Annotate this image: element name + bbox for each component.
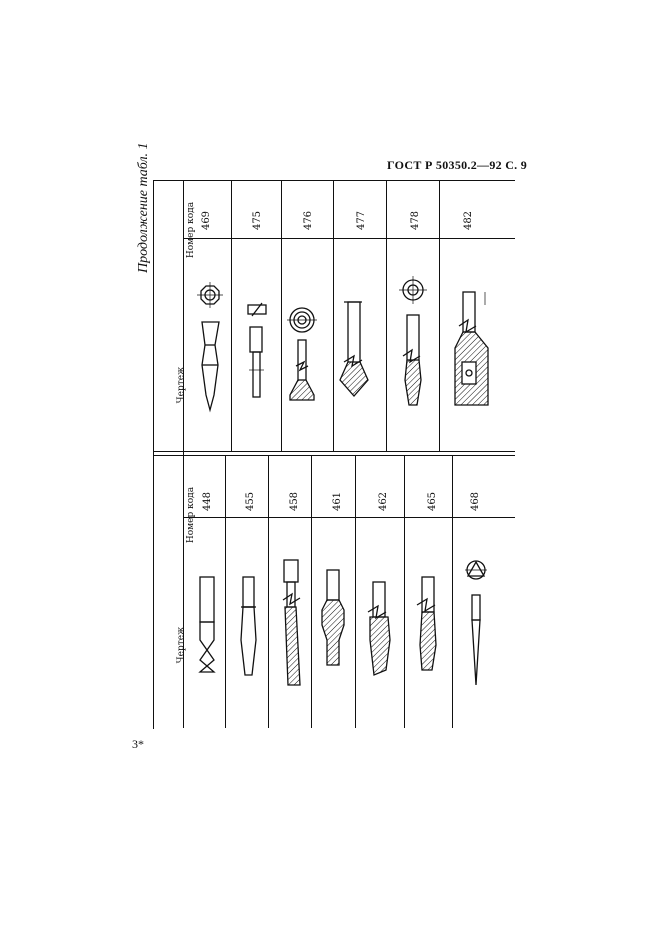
tool-drawing-477 — [340, 302, 368, 396]
code-cell: 455 — [245, 491, 257, 512]
code-cell: 475 — [252, 210, 264, 231]
upper-drawing-header: Чертеж — [176, 366, 187, 404]
tool-drawing-455 — [241, 577, 256, 675]
tool-drawing-462 — [368, 582, 390, 675]
tool-drawing-469 — [197, 282, 223, 410]
tool-drawing-478 — [399, 276, 427, 405]
table-caption: Продолжение табл. 1 — [136, 142, 151, 273]
tool-drawing-448 — [200, 577, 214, 672]
code-cell: 476 — [303, 210, 315, 231]
tool-drawing-482 — [455, 292, 488, 405]
code-cell: 465 — [427, 491, 439, 512]
document-header: ГОСТ Р 50350.2—92 С. 9 — [387, 158, 528, 172]
lower-code-header: Номер кода — [186, 486, 197, 544]
code-cell: 482 — [463, 210, 475, 231]
lower-drawing-header: Чертеж — [176, 626, 187, 664]
tool-drawing-476 — [287, 308, 317, 400]
code-cell: 469 — [201, 210, 213, 231]
code-cell: 448 — [202, 491, 214, 512]
code-cell: 468 — [470, 491, 482, 512]
upper-code-header: Номер кода — [186, 201, 197, 259]
code-cell: 478 — [410, 210, 422, 231]
code-cell: 477 — [356, 210, 368, 231]
tool-drawing-461 — [322, 570, 344, 665]
page-mark: 3* — [132, 737, 144, 751]
tool-drawing-468 — [465, 561, 487, 685]
code-cell: 462 — [378, 491, 390, 512]
code-cell: 458 — [289, 491, 301, 512]
tool-drawing-475 — [248, 303, 266, 397]
tool-drawing-465 — [417, 577, 436, 670]
tool-drawing-458 — [283, 560, 300, 685]
code-cell: 461 — [332, 491, 344, 512]
